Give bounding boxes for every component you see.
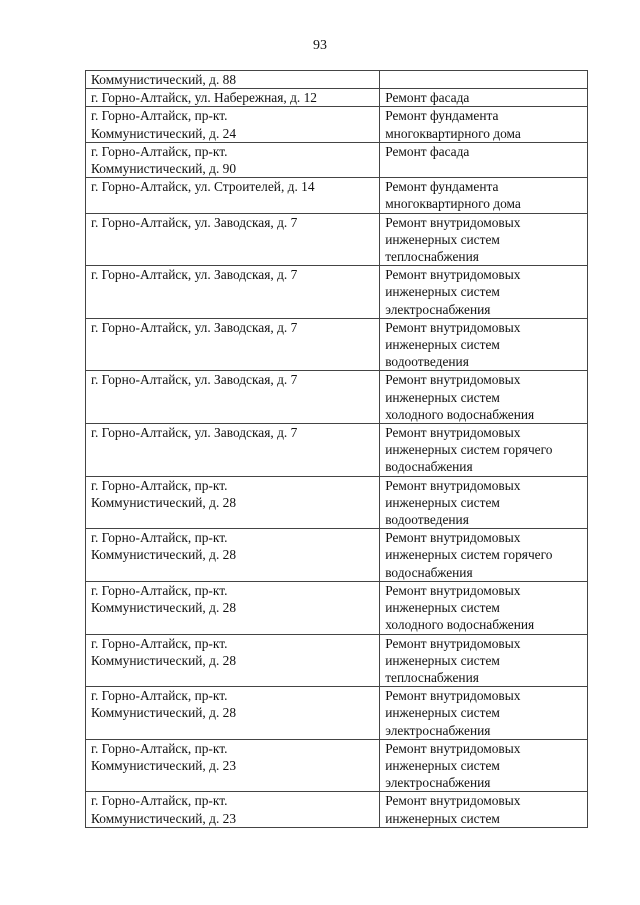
- table-row: [86, 476, 588, 529]
- address-cell: г. Горно-Алтайск, пр-кт. Коммунистический, д. 28: [86, 476, 380, 529]
- work-type-cell: Ремонт внутридомовых инженерных систем горячего водоснабжения: [380, 424, 588, 477]
- address-cell: г. Горно-Алтайск, пр-кт. Коммунистический, д. 23: [86, 792, 380, 827]
- table-row: [86, 529, 588, 582]
- address-cell: г. Горно-Алтайск, пр-кт. Коммунистический, д. 28: [86, 687, 380, 740]
- repair-table: [85, 70, 588, 828]
- page-number: 93: [313, 38, 327, 53]
- work-type-cell: [380, 71, 588, 89]
- work-type-cell: Ремонт фундамента многоквартирного дома: [380, 107, 588, 142]
- work-type-cell: Ремонт внутридомовых инженерных систем электроснабжения: [380, 739, 588, 792]
- work-type-cell: Ремонт внутридомовых инженерных систем водоотведения: [380, 318, 588, 371]
- address-cell: г. Горно-Алтайск, пр-кт. Коммунистический, д. 28: [86, 634, 380, 687]
- table-row: [86, 213, 588, 266]
- table-row: [86, 371, 588, 424]
- table-row: [86, 687, 588, 740]
- table-row: [86, 142, 588, 177]
- address-cell: г. Горно-Алтайск, пр-кт. Коммунистический, д. 28: [86, 581, 380, 634]
- address-cell: г. Горно-Алтайск, ул. Заводская, д. 7: [86, 371, 380, 424]
- table-row: [86, 107, 588, 142]
- table-row: [86, 178, 588, 213]
- work-type-cell: Ремонт внутридомовых инженерных систем водоотведения: [380, 476, 588, 529]
- address-cell: г. Горно-Алтайск, пр-кт. Коммунистический, д. 28: [86, 529, 380, 582]
- table-row: [86, 739, 588, 792]
- table-row: [86, 634, 588, 687]
- address-cell: г. Горно-Алтайск, ул. Заводская, д. 7: [86, 266, 380, 319]
- table-row: [86, 89, 588, 107]
- table-row: [86, 318, 588, 371]
- work-type-cell: Ремонт внутридомовых инженерных систем: [380, 792, 588, 827]
- table-row: [86, 581, 588, 634]
- address-cell: г. Горно-Алтайск, ул. Заводская, д. 7: [86, 318, 380, 371]
- address-cell: Коммунистический, д. 88: [86, 71, 380, 89]
- address-cell: г. Горно-Алтайск, ул. Строителей, д. 14: [86, 178, 380, 213]
- table-row: [86, 424, 588, 477]
- work-type-cell: Ремонт фасада: [380, 89, 588, 107]
- work-type-cell: Ремонт внутридомовых инженерных систем горячего водоснабжения: [380, 529, 588, 582]
- address-cell: г. Горно-Алтайск, ул. Заводская, д. 7: [86, 213, 380, 266]
- work-type-cell: Ремонт внутридомовых инженерных систем теплоснабжения: [380, 634, 588, 687]
- address-cell: г. Горно-Алтайск, ул. Набережная, д. 12: [86, 89, 380, 107]
- work-type-cell: Ремонт внутридомовых инженерных систем теплоснабжения: [380, 213, 588, 266]
- address-cell: г. Горно-Алтайск, пр-кт. Коммунистический, д. 23: [86, 739, 380, 792]
- table-row: [86, 792, 588, 827]
- work-type-cell: Ремонт внутридомовых инженерных систем холодного водоснабжения: [380, 371, 588, 424]
- work-type-cell: Ремонт внутридомовых инженерных систем электроснабжения: [380, 266, 588, 319]
- address-cell: г. Горно-Алтайск, пр-кт. Коммунистический, д. 90: [86, 142, 380, 177]
- table-row: [86, 266, 588, 319]
- work-type-cell: Ремонт внутридомовых инженерных систем холодного водоснабжения: [380, 581, 588, 634]
- work-type-cell: Ремонт фасада: [380, 142, 588, 177]
- work-type-cell: Ремонт фундамента многоквартирного дома: [380, 178, 588, 213]
- address-cell: г. Горно-Алтайск, ул. Заводская, д. 7: [86, 424, 380, 477]
- repair-table-body: [86, 71, 588, 828]
- address-cell: г. Горно-Алтайск, пр-кт. Коммунистический, д. 24: [86, 107, 380, 142]
- work-type-cell: Ремонт внутридомовых инженерных систем электроснабжения: [380, 687, 588, 740]
- table-row: [86, 71, 588, 89]
